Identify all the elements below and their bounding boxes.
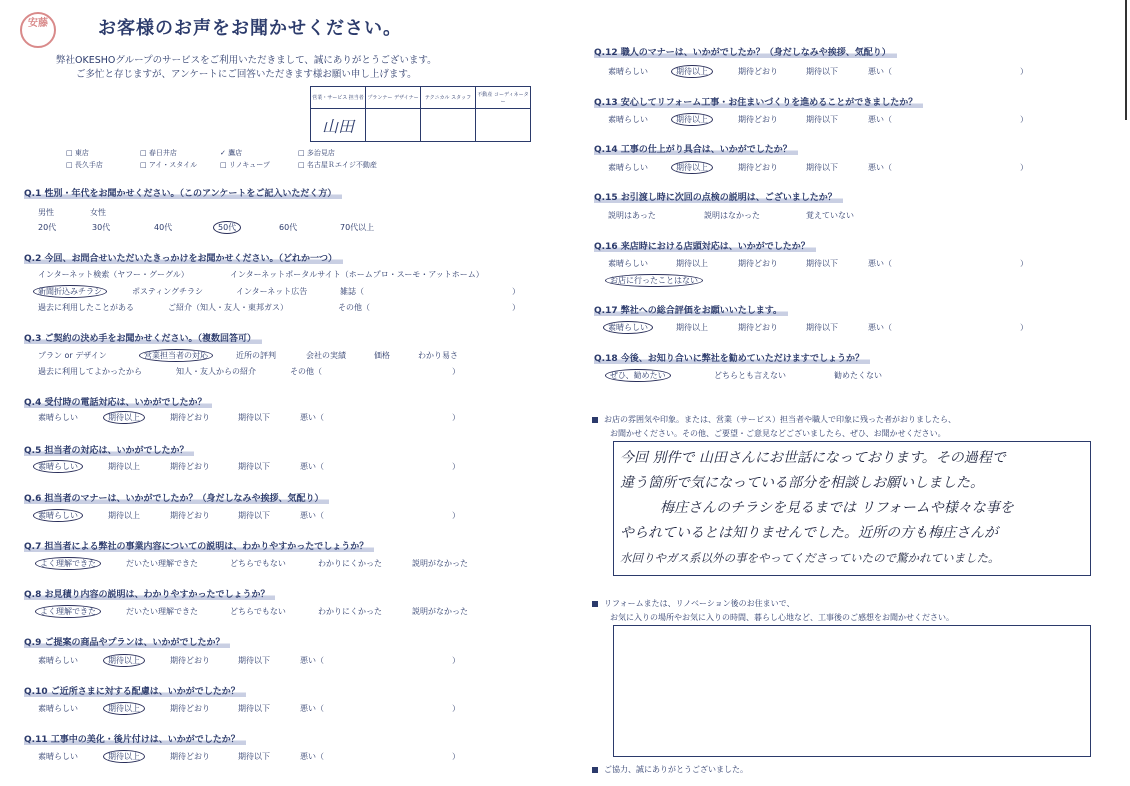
q4-opt-above[interactable]: 期待以上 [108, 412, 140, 423]
q12-opt-bad[interactable]: 悪い（ [868, 67, 892, 76]
q6-opt-below[interactable]: 期待以下 [238, 511, 270, 520]
q1-age-60[interactable]: 60代 [279, 223, 298, 232]
q17-opt-above[interactable]: 期待以上 [676, 323, 708, 332]
q1-age-50[interactable]: 50代 [218, 222, 236, 233]
q16-opt-never-visited[interactable]: お店に行ったことはない [610, 275, 698, 286]
q17-opt-great[interactable]: 素晴らしい [608, 322, 648, 333]
q4-opt-bad[interactable]: 悪い（ [300, 413, 324, 422]
q10-opt-above[interactable]: 期待以上 [108, 703, 140, 714]
q6-title: Q.6 担当者のマナーは、いかがでしたか？（身だしなみや挨拶、気配り） [24, 491, 329, 504]
q11-opt-above[interactable]: 期待以上 [108, 751, 140, 762]
q14-opt-above[interactable]: 期待以上 [676, 162, 708, 173]
q11-opt-bad[interactable]: 悪い（ [300, 752, 324, 761]
q18-opt-neutral[interactable]: どちらとも言えない [714, 371, 786, 380]
q13-opt-below[interactable]: 期待以下 [806, 115, 838, 124]
q13-opt-bad[interactable]: 悪い（ [868, 115, 892, 124]
q8-opt-mostly[interactable]: だいたい理解できた [126, 607, 198, 616]
q10-opt-bad[interactable]: 悪い（ [300, 704, 324, 713]
comment2-prompt-1: リフォームまたは、リノベーション後のお住まいで、 [592, 598, 794, 609]
q8-opt-unclear[interactable]: わかりにくかった [318, 607, 382, 616]
q14-title: Q.14 工事の仕上がり具合は、いかがでしたか？ [594, 142, 798, 155]
q12-opt-expected[interactable]: 期待どおり [738, 67, 778, 76]
q1-age-70[interactable]: 70代以上 [340, 223, 375, 232]
page-title: お客様のお声をお聞かせください。 [98, 18, 402, 39]
q14-opt-bad[interactable]: 悪い（ [868, 163, 892, 172]
staff-table [310, 86, 531, 142]
q10-bad-close: ） [452, 704, 460, 713]
q10-opt-below[interactable]: 期待以下 [238, 704, 270, 713]
q16-opt-bad[interactable]: 悪い（ [868, 259, 892, 268]
q3-opt-price[interactable]: 価格 [374, 351, 390, 360]
comment1-handwriting [620, 446, 1130, 571]
q7-opt-unclear[interactable]: わかりにくかった [318, 559, 382, 568]
q3-opt-clarity[interactable]: わかり易さ [418, 351, 458, 360]
q3-opt-plan[interactable]: プラン or デザイン [38, 351, 107, 360]
q4-title: Q.4 受付時の電話対応は、いかがでしたか？ [24, 395, 212, 408]
q13-title: Q.13 安心してリフォーム工事・お住まいづくりを進めることができましたか？ [594, 95, 923, 108]
q7-opt-neutral[interactable]: どちらでもない [230, 559, 286, 568]
q16-title: Q.16 来店時における店頭対応は、いかがでしたか？ [594, 239, 816, 252]
q3-other-close: ） [452, 367, 460, 376]
comment1-prompt-1: お店の雰囲気や印象。または、営業（サービス）担当者や職人で印象に残った者がおりましたら、 [592, 414, 956, 425]
comment1-line: 梅庄さんのチラシを見るまでは リフォームや様々な事を [660, 500, 1014, 516]
staff-planner-value[interactable] [366, 109, 421, 142]
q2-other-close: ） [512, 303, 520, 312]
q16-bad-close: ） [1020, 259, 1028, 268]
comment1-line: 水回りやガス系以外の事をやってくださっていたので驚かれていました。 [620, 551, 1000, 565]
q13-opt-great[interactable]: 素晴らしい [608, 115, 648, 124]
q16-opt-below[interactable]: 期待以下 [806, 259, 838, 268]
q1-gender-male[interactable]: 男性 [38, 208, 54, 217]
q7-title: Q.7 担当者による弊社の事業内容についての説明は、わかりやすかったでしょうか？ [24, 539, 374, 552]
comment2-box[interactable] [613, 625, 1091, 757]
q10-title: Q.10 ご近所さまに対する配慮は、いかがでしたか？ [24, 684, 246, 697]
q16-opt-great[interactable]: 素晴らしい [608, 259, 648, 268]
footer-thanks: ご協力、誠にありがとうございました。 [592, 764, 748, 775]
q13-bad-close: ） [1020, 115, 1028, 124]
q6-bad-close: ） [452, 511, 460, 520]
staff-realestate-value[interactable] [476, 109, 531, 142]
edge-line [1125, 0, 1127, 120]
staff-header-sales: 営業・サービス 担当者 [311, 87, 366, 109]
q4-opt-below[interactable]: 期待以下 [238, 413, 270, 422]
q5-opt-below[interactable]: 期待以下 [238, 462, 270, 471]
q17-bad-close: ） [1020, 323, 1028, 332]
q10-opt-great[interactable]: 素晴らしい [38, 704, 78, 713]
staff-header-technical: テクニカル スタッフ [421, 87, 476, 109]
q9-bad-close: ） [452, 656, 460, 665]
q5-bad-close: ） [452, 462, 460, 471]
q11-title: Q.11 工事中の美化・後片付けは、いかがでしたか？ [24, 732, 246, 745]
q2-opt-magazine[interactable]: 雑誌（ [340, 287, 364, 296]
staff-sales-value[interactable]: 山田 [311, 109, 366, 142]
q4-opt-great[interactable]: 素晴らしい [38, 413, 78, 422]
q2-opt-newspaper[interactable]: 新聞折込みチラシ [38, 286, 102, 297]
q17-title: Q.17 弊社への総合評価をお願いいたします。 [594, 303, 788, 316]
q3-opt-reputation[interactable]: 近所の評判 [236, 351, 276, 360]
store-checkbox[interactable]: □ 名古屋Ｒエイジ不動産 [298, 161, 377, 169]
q2-opt-posting[interactable]: ポスティングチラシ [132, 287, 204, 296]
q6-opt-great[interactable]: 素晴らしい [38, 510, 78, 521]
q12-opt-below[interactable]: 期待以下 [806, 67, 838, 76]
q2-opt-portal[interactable]: インターネットポータルサイト（ホームプロ・スーモ・アットホーム） [230, 270, 484, 279]
q15-opt-no[interactable]: 説明はなかった [704, 211, 760, 220]
q13-opt-expected[interactable]: 期待どおり [738, 115, 778, 124]
comment1-line: 違う箇所で気になっている部分を相談しお願いしました。 [620, 475, 984, 491]
store-checkbox[interactable]: □ アイ・スタイル [140, 161, 198, 169]
q8-opt-neutral[interactable]: どちらでもない [230, 607, 286, 616]
q5-opt-expected[interactable]: 期待どおり [170, 462, 210, 471]
q2-opt-past[interactable]: 過去に利用したことがある [38, 303, 134, 312]
q17-opt-expected[interactable]: 期待どおり [738, 323, 778, 332]
q10-opt-expected[interactable]: 期待どおり [170, 704, 210, 713]
q2-opt-ad[interactable]: インターネット広告 [236, 287, 308, 296]
q14-bad-close: ） [1020, 163, 1028, 172]
q5-opt-above[interactable]: 期待以上 [108, 462, 140, 471]
comment2-prompt-2: お気に入りの場所やお気に入りの時間、暮らし心地など、工事後のご感想をお聞かせください。 [610, 613, 954, 622]
q1-title: Q.1 性別・年代をお聞かせください。（このアンケートをご記入いただく方） [24, 186, 342, 199]
q5-opt-bad[interactable]: 悪い（ [300, 462, 324, 471]
q1-age-40[interactable]: 40代 [154, 223, 173, 232]
q15-opt-yes[interactable]: 説明はあった [608, 211, 656, 220]
q4-opt-expected[interactable]: 期待どおり [170, 413, 210, 422]
q1-age-20[interactable]: 20代 [38, 223, 57, 232]
q3-opt-sales[interactable]: 営業担当者の対応 [144, 350, 208, 361]
q14-opt-expected[interactable]: 期待どおり [738, 163, 778, 172]
q7-opt-mostly[interactable]: だいたい理解できた [126, 559, 198, 568]
q9-opt-great[interactable]: 素晴らしい [38, 656, 78, 665]
q3-opt-past[interactable]: 過去に利用してよかったから [38, 367, 142, 376]
q2-opt-search[interactable]: インターネット検索（ヤフー・グーグル） [38, 270, 189, 279]
store-checkbox[interactable]: □ 春日井店 [140, 149, 177, 157]
q11-opt-great[interactable]: 素晴らしい [38, 752, 78, 761]
q14-opt-below[interactable]: 期待以下 [806, 163, 838, 172]
q9-opt-above[interactable]: 期待以上 [108, 655, 140, 666]
q15-opt-unknown[interactable]: 覚えていない [806, 211, 854, 220]
store-checkbox[interactable]: □ 東店 [66, 149, 89, 157]
staff-technical-value[interactable] [421, 109, 476, 142]
q3-opt-other[interactable]: その他（ [290, 367, 322, 376]
q2-opt-referral[interactable]: ご紹介（知人・友人・東邦ガス） [168, 303, 288, 312]
q17-opt-bad[interactable]: 悪い（ [868, 323, 892, 332]
q9-opt-below[interactable]: 期待以下 [238, 656, 270, 665]
q2-title: Q.2 今回、お問合せいただいたきっかけをお聞かせください。（どれか一つ） [24, 251, 343, 264]
q6-opt-bad[interactable]: 悪い（ [300, 511, 324, 520]
q11-opt-below[interactable]: 期待以下 [238, 752, 270, 761]
company-seal: 安藤 [20, 12, 56, 48]
q12-opt-great[interactable]: 素晴らしい [608, 67, 648, 76]
q3-title: Q.3 ご契約の決め手をお聞かせください。（複数回答可） [24, 331, 262, 344]
store-checkbox-checked[interactable]: ✓ 鷹店 [220, 149, 243, 157]
q11-opt-expected[interactable]: 期待どおり [170, 752, 210, 761]
q17-opt-below[interactable]: 期待以下 [806, 323, 838, 332]
q14-opt-great[interactable]: 素晴らしい [608, 163, 648, 172]
q18-opt-recommend[interactable]: ぜひ、勧めたい [610, 370, 666, 381]
store-checkbox[interactable]: □ 長久手店 [66, 161, 103, 169]
q2-magazine-close: ） [512, 287, 520, 296]
q9-title: Q.9 ご提案の商品やプランは、いかがでしたか？ [24, 635, 230, 648]
q8-opt-none[interactable]: 説明がなかった [412, 607, 468, 616]
q15-title: Q.15 お引渡し時に次回の点検の説明は、ございましたか？ [594, 190, 843, 203]
comment1-line: やられているとは知りませんでした。近所の方も梅庄さんが [620, 525, 998, 541]
q1-gender-female[interactable]: 女性 [90, 208, 106, 217]
intro-line-2: ご多忙と存じますが、アンケートにご回答いただきます様お願い申し上げます。 [76, 69, 417, 80]
store-checkbox[interactable]: □ リノキューブ [220, 161, 270, 169]
q5-title: Q.5 担当者の対応は、いかがでしたか？ [24, 443, 194, 456]
q12-bad-close: ） [1020, 67, 1028, 76]
q13-opt-above[interactable]: 期待以上 [676, 114, 708, 125]
staff-header-planner: プランナー デザイナー [366, 87, 421, 109]
q12-title: Q.12 職人のマナーは、いかがでしたか？（身だしなみや挨拶、気配り） [594, 45, 897, 58]
q9-opt-expected[interactable]: 期待どおり [170, 656, 210, 665]
q11-bad-close: ） [452, 752, 460, 761]
q8-opt-clear[interactable]: よく理解できた [40, 606, 96, 617]
q3-opt-friend[interactable]: 知人・友人からの紹介 [176, 367, 256, 376]
q18-title: Q.18 今後、お知り合いに弊社を勧めていただけますでしょうか？ [594, 351, 870, 364]
q16-opt-expected[interactable]: 期待どおり [738, 259, 778, 268]
q9-opt-bad[interactable]: 悪い（ [300, 656, 324, 665]
q18-opt-no[interactable]: 勧めたくない [834, 371, 882, 380]
q12-opt-above[interactable]: 期待以上 [676, 66, 708, 77]
comment1-line: 今回 別件で 山田さんにお世話になっております。その過程で [620, 450, 1006, 466]
store-checkbox[interactable]: □ 多治見店 [298, 149, 335, 157]
q6-opt-expected[interactable]: 期待どおり [170, 511, 210, 520]
q6-opt-above[interactable]: 期待以上 [108, 511, 140, 520]
q4-bad-close: ） [452, 413, 460, 422]
intro-line-1: 弊社OKESHOグループのサービスをご利用いただきまして、誠にありがとうございます。 [56, 55, 437, 66]
q16-opt-above[interactable]: 期待以上 [676, 259, 708, 268]
q2-opt-other[interactable]: その他（ [338, 303, 370, 312]
q8-title: Q.8 お見積り内容の説明は、わかりやすかったでしょうか？ [24, 587, 275, 600]
q1-age-30[interactable]: 30代 [92, 223, 111, 232]
q5-opt-great[interactable]: 素晴らしい [38, 461, 78, 472]
q7-opt-clear[interactable]: よく理解できた [40, 558, 96, 569]
staff-header-realestate: 不動産 コーディネーター [476, 87, 531, 109]
q3-opt-record[interactable]: 会社の実績 [306, 351, 346, 360]
comment1-prompt-2: お聞かせください。その他、ご要望・ご意見などございましたら、ぜひ、お聞かせください。 [610, 429, 946, 438]
q7-opt-none[interactable]: 説明がなかった [412, 559, 468, 568]
